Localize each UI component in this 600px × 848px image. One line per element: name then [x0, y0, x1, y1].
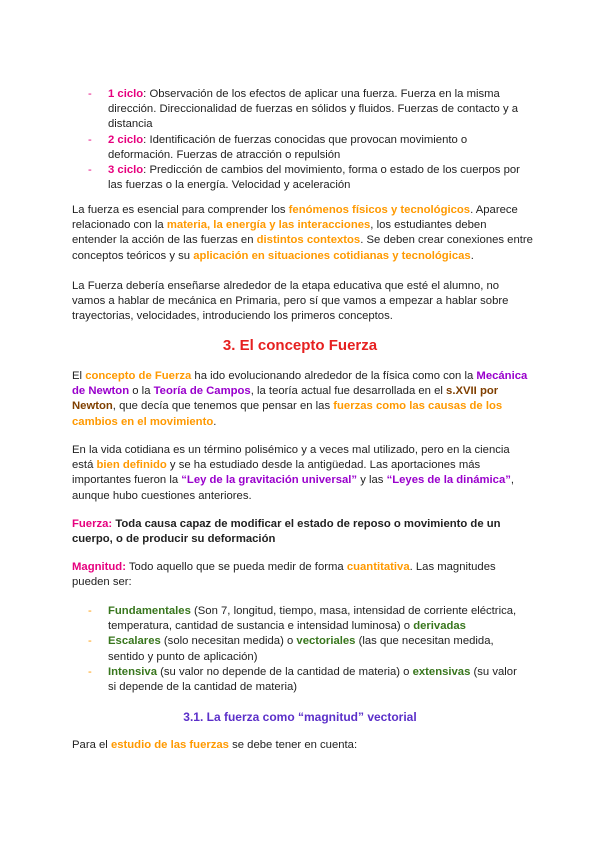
list-item: - Intensiva (su valor no depende de la cantidad de materia) o extensivas (su valor si depende de la cantidad de materia): [88, 665, 517, 694]
definition-fuerza: Fuerza: Toda causa capaz de modificar el estado de reposo o movimiento de un cuerpo, o de producir su deformación: [72, 518, 501, 546]
list-item: - Fundamentales (Son 7, longitud, tiempo, masa, intensidad de corriente eléctrica, temperatura, cantidad de sustancia e intensidad luminosa) o derivadas: [88, 605, 517, 633]
magnitudes-list: [88, 604, 528, 695]
paragraph-estudio-fuerzas: Para el estudio de las fuerzas se debe tener en cuenta:: [72, 739, 358, 751]
section-title-magnitud-vectorial: 3.1. La fuerza como “magnitud” vectorial: [183, 710, 417, 724]
paragraph-ensenanza: La Fuerza debería enseñarse alrededor de la etapa educativa que esté el alumno, no vamos a hablar de mecánica en Primaria, pero sí que vamos a empezar a hablar sobre trayectorias, velocidades, introduciendo los primeros conceptos.: [72, 280, 509, 323]
definition-magnitud: Magnitud: Todo aquello que se pueda medir de forma cuantitativa. Las magnitudes pueden ser:: [72, 561, 496, 589]
list-item: - 1 ciclo: Observación de los efectos de aplicar una fuerza. Fuerza en la misma dirección. Direccionalidad de fuerzas en sólidos y fluidos. Fuerzas de contacto y a distancia: [88, 88, 519, 131]
paragraph-vida-cotidiana: En la vida cotidiana es un término polisémico y a veces mal utilizado, pero en la ciencia está bien definido y se ha estudiado desde la antigüedad. Las aportaciones más importantes fueron la “Ley de la gravitación universal” y las “Leyes de la dinámica”, aunque hubo cuestiones anteriores.: [72, 444, 515, 502]
section-title-concepto-fuerza: 3. El concepto Fuerza: [222, 337, 378, 354]
paragraph-fuerza-esencial: La fuerza es esencial para comprender los fenómenos físicos y tecnológicos. Aparece relacionado con la materia, la energía y las interacciones, los estudiantes deben entender la acción de las fuerzas en distintos contextos. Se deben crear conexiones entre conceptos teóricos y su aplicación en situaciones cotidianas y tecnológicas.: [72, 204, 533, 262]
dash-bullet-icon: -: [88, 88, 92, 100]
paragraph-concepto: El concepto de Fuerza ha ido evolucionando alrededor de la física como con la Mecánica de Newton o la Teoría de Campos, la teoría actual fue desarrollada en el s.XVII por Newton, que decía que tenemos que pensar en las fuerzas como las causas de los cambios en el movimiento.: [72, 370, 528, 428]
dash-bullet-icon: -: [88, 133, 92, 146]
dash-bullet-icon: -: [88, 605, 92, 617]
dash-bullet-icon: -: [88, 164, 92, 177]
list-item: - 3 ciclo: Predicción de cambios del movimiento, forma o estado de los cuerpos por las fuerzas o la energía. Velocidad y aceleración: [88, 164, 520, 192]
dash-bullet-icon: -: [88, 665, 92, 678]
ciclos-list: [88, 87, 528, 193]
list-item: - Escalares (solo necesitan medida) o vectoriales (las que necesitan medida, sentido y punto de aplicación): [88, 635, 494, 663]
dash-bullet-icon: -: [88, 635, 92, 648]
list-item: - 2 ciclo: Identificación de fuerzas conocidas que provocan movimiento o deformación. Fuerzas de atracción o repulsión: [88, 133, 468, 161]
